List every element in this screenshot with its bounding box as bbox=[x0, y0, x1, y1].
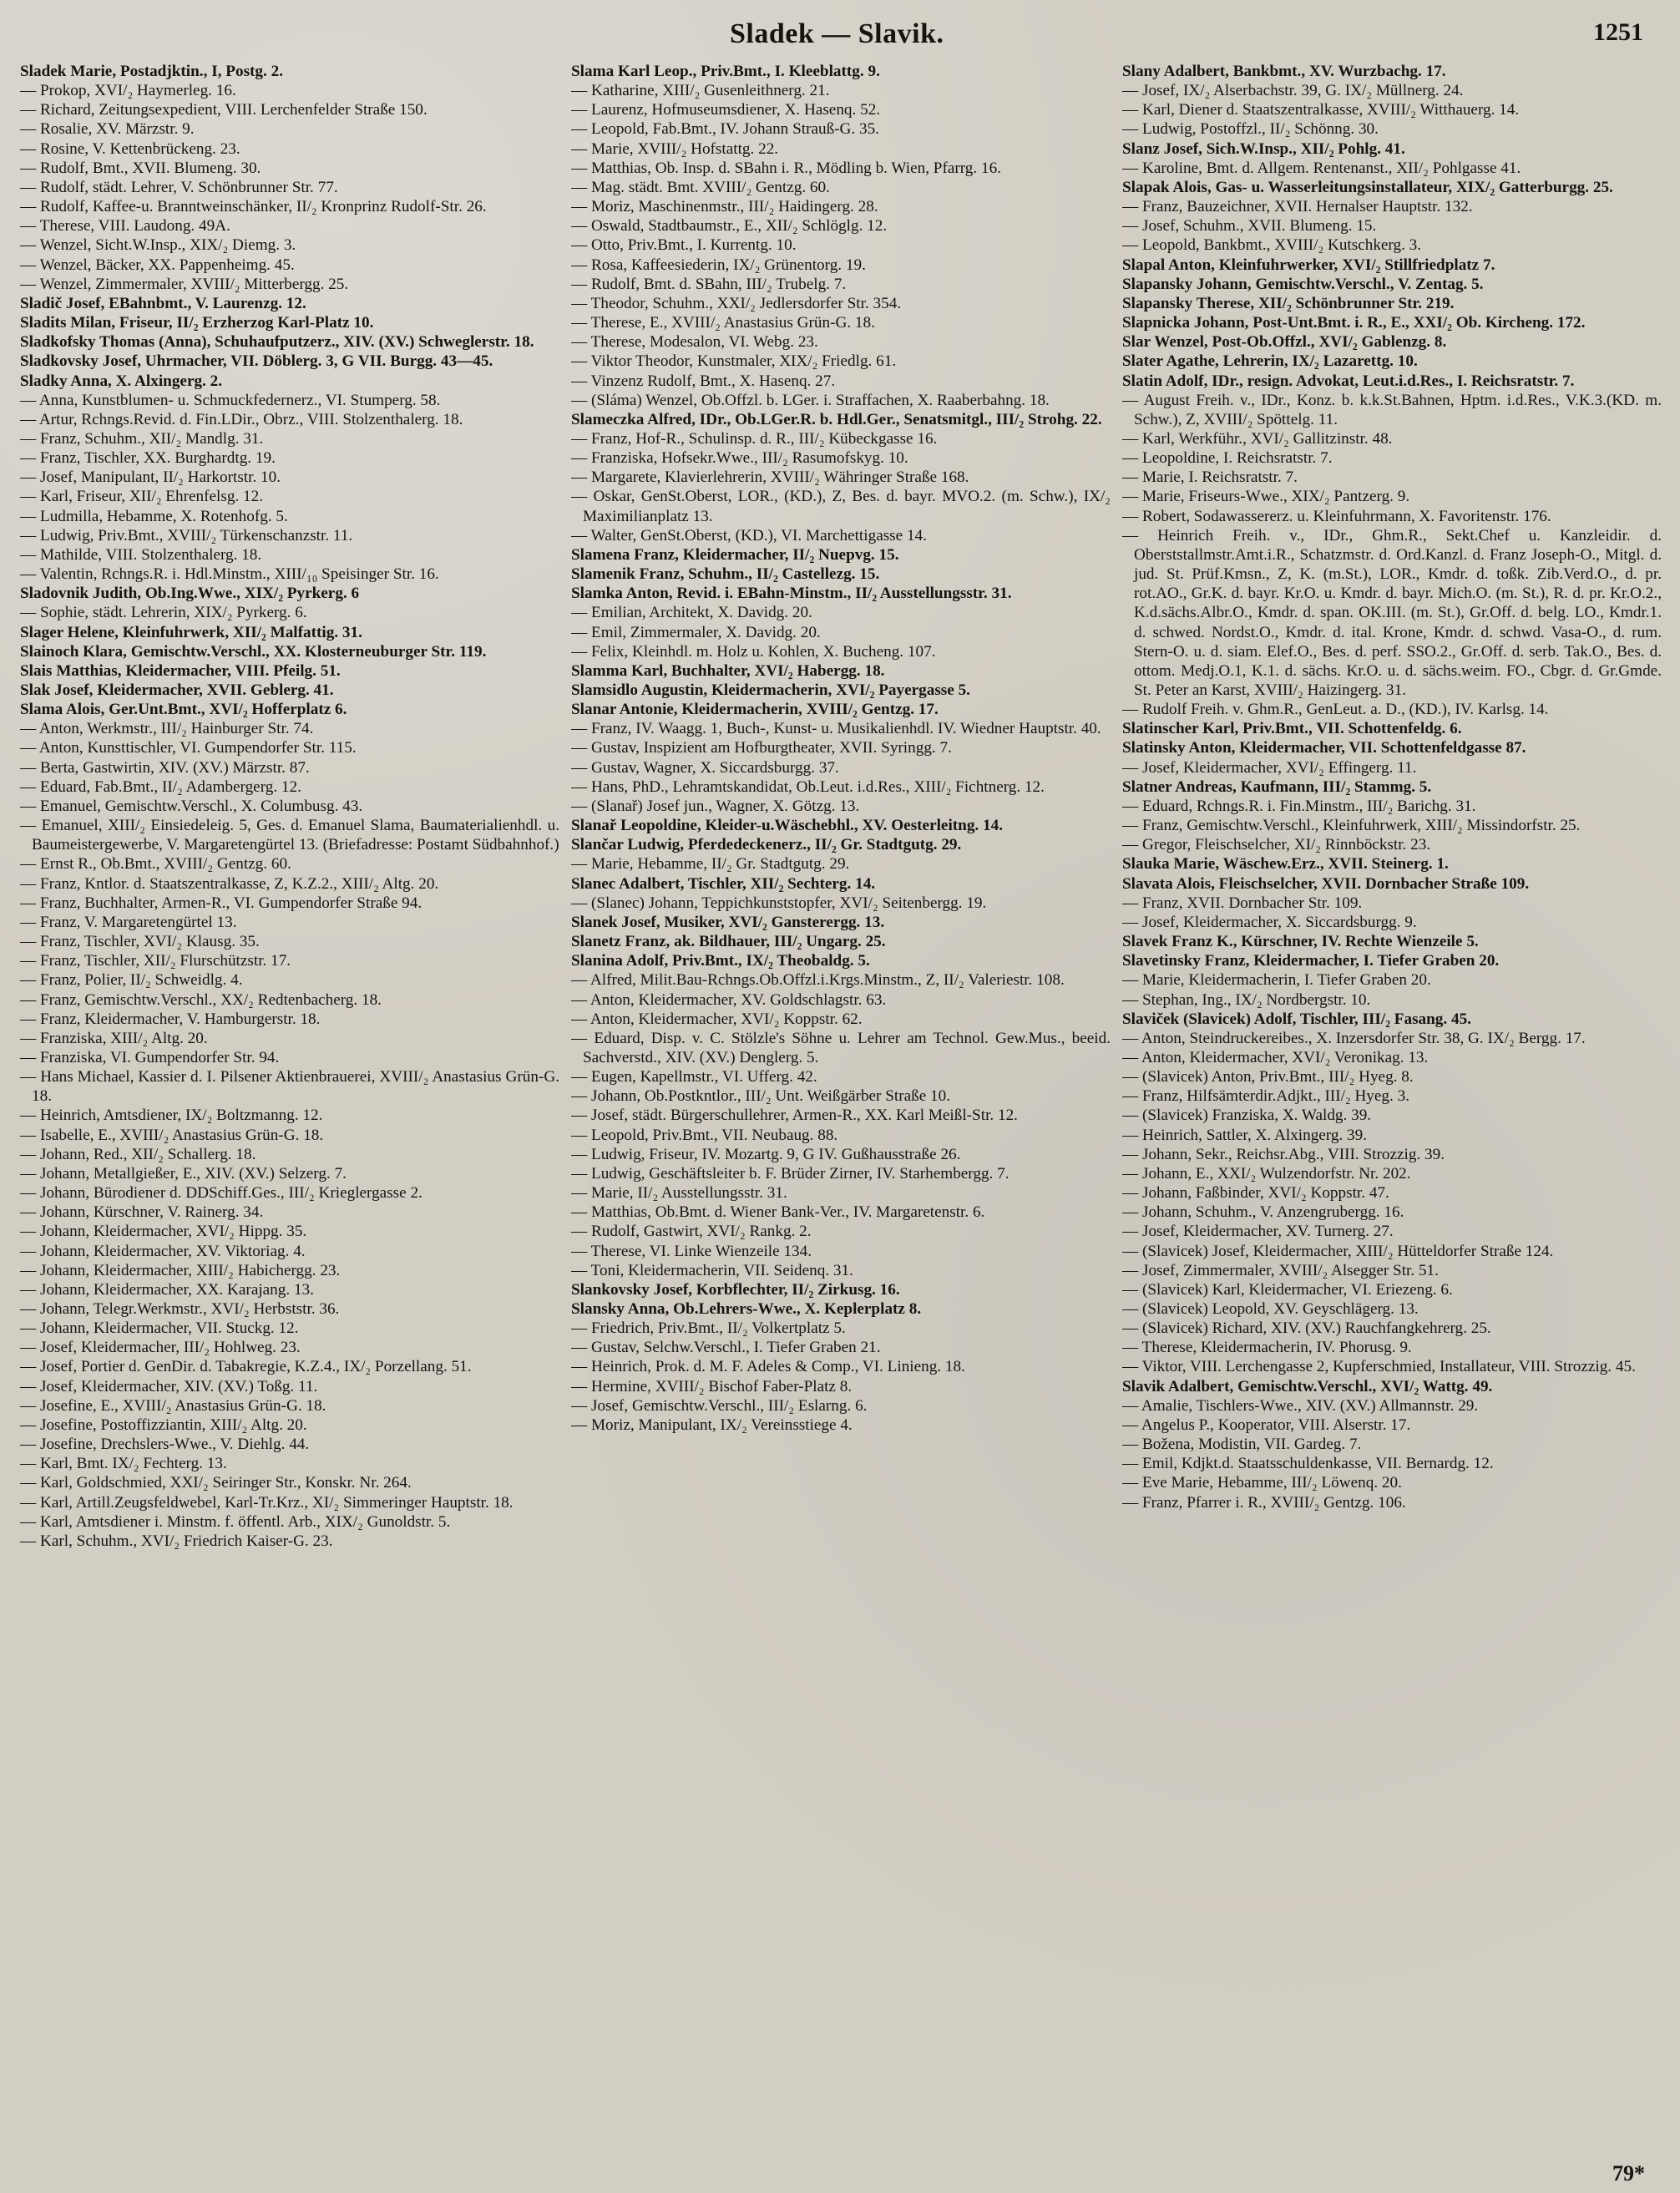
directory-entry: — Moriz, Manipulant, IX/₂ Vereinsstiege 4. bbox=[571, 1416, 853, 1434]
directory-entry: Slatin Adolf, IDr., resign. Advokat, Leut.i.d.Res., I. Reichsratstr. 7. bbox=[1122, 372, 1575, 390]
directory-entry: — Emanuel, XIII/₂ Einsiedeleig. 5, Ges. d. Emanuel Slama, Baumaterialienhdl. u. Baumeistergewerbe, V. Margaretengürtel 13. (Briefadresse: Postamt Südbahnhof.) bbox=[20, 817, 559, 854]
directory-entry: — Karoline, Bmt. d. Allgem. Rentenanst., XII/₂ Pohlgasse 41. bbox=[1122, 159, 1521, 177]
directory-entry: Slanec Adalbert, Tischler, XII/₂ Sechterg. 14. bbox=[571, 874, 876, 893]
directory-entry: Slanar Antonie, Kleidermacherin, XVIII/₂ Gentzg. 17. bbox=[571, 701, 939, 719]
directory-entry: — Marie, XVIII/₂ Hofstattg. 22. bbox=[571, 139, 779, 158]
directory-entry: — Johann, Kleidermacher, XIII/₂ Habichergg. 23. bbox=[20, 1261, 341, 1279]
directory-entry: — Rosine, V. Kettenbrückeng. 23. bbox=[20, 139, 240, 158]
directory-entry: — Heinrich, Sattler, X. Alxingerg. 39. bbox=[1122, 1126, 1368, 1144]
directory-entry: — (Slavicek) Franziska, X. Waldg. 39. bbox=[1122, 1107, 1372, 1125]
directory-entry: Sladky Anna, X. Alxingerg. 2. bbox=[20, 372, 223, 390]
directory-entry: — Josef, Portier d. GenDir. d. Tabakregie, K.Z.4., IX/₂ Porzellang. 51. bbox=[20, 1358, 472, 1376]
directory-entry: — Laurenz, Hofmuseumsdiener, X. Hasenq. 52. bbox=[571, 101, 881, 119]
directory-entry: — August Freih. v., IDr., Konz. b. k.k.St.Bahnen, Hptm. i.d.Res., V.K.3.(KD. m. Schw.), Z, XVIII/₂ Spöttelg. 11. bbox=[1122, 391, 1662, 428]
directory-entry: Slany Adalbert, Bankbmt., XV. Wurzbachg. 17. bbox=[1122, 63, 1446, 80]
directory-entry: — Franz, Kleidermacher, V. Hamburgerstr. 18. bbox=[20, 1010, 321, 1028]
directory-entry: — Johann, Telegr.Werkmstr., XVI/₂ Herbststr. 36. bbox=[20, 1300, 340, 1318]
directory-entry: Slapansky Johann, Gemischtw.Verschl., V. Zentag. 5. bbox=[1122, 275, 1484, 293]
directory-entry: — Artur, Rchngs.Revid. d. Fin.LDir., Obrz., VIII. Stolzenthalerg. 18. bbox=[20, 410, 463, 428]
directory-entry: — Emanuel, Gemischtw.Verschl., X. Columbusg. 43. bbox=[20, 797, 363, 815]
directory-entry: Slatner Andreas, Kaufmann, III/₂ Stammg. 5. bbox=[1122, 777, 1432, 796]
directory-entry: Slanz Josef, Sich.W.Insp., XII/₂ Pohlg. 41. bbox=[1122, 139, 1405, 158]
directory-entry: — Franz, Polier, II/₂ Schweidlg. 4. bbox=[20, 971, 243, 990]
directory-entry: — Marie, Friseurs-Wwe., XIX/₂ Pantzerg. 9. bbox=[1122, 488, 1410, 506]
directory-entry: — Rudolf, städt. Lehrer, V. Schönbrunner Str. 77. bbox=[20, 178, 338, 196]
directory-entry: — Franziska, XIII/₂ Altg. 20. bbox=[20, 1029, 208, 1047]
directory-entry: Slama Karl Leop., Priv.Bmt., I. Kleeblattg. 9. bbox=[571, 63, 880, 80]
directory-entry: — Johann, Ob.Postkntlor., III/₂ Unt. Weißgärber Straße 10. bbox=[571, 1087, 951, 1106]
directory-entry: — Hans, PhD., Lehramtskandidat, Ob.Leut. i.d.Res., XIII/₂ Fichtnerg. 12. bbox=[571, 777, 1045, 796]
directory-entry: — (Slavicek) Richard, XIV. (XV.) Rauchfangkehrerg. 25. bbox=[1122, 1319, 1491, 1338]
directory-entry: — Eduard, Disp. v. C. Stölzle's Söhne u. Lehrer am Technol. Gew.Mus., beeid. Sachverstd., XIV. (XV.) Denglerg. 5. bbox=[571, 1029, 1111, 1066]
middle-column-entries bbox=[571, 62, 1111, 1435]
directory-entry: Slamma Karl, Buchhalter, XVI/₂ Habergg. 18. bbox=[571, 661, 885, 680]
directory-entry: Slar Wenzel, Post-Ob.Offzl., XVI/₂ Gablenzg. 8. bbox=[1122, 333, 1447, 352]
directory-entry: — Ludwig, Priv.Bmt., XVIII/₂ Türkenschanzstr. 11. bbox=[20, 526, 353, 544]
directory-entry: Slavetinsky Franz, Kleidermacher, I. Tiefer Graben 20. bbox=[1122, 952, 1500, 970]
directory-entry: — Johann, Sekr., Reichsr.Abg., VIII. Strozzig. 39. bbox=[1122, 1145, 1445, 1163]
left-column-entries bbox=[20, 62, 559, 1551]
directory-entry: — Gustav, Inspizient am Hofburgtheater, XVII. Syringg. 7. bbox=[571, 739, 952, 757]
directory-entry: — Karl, Friseur, XII/₂ Ehrenfelsg. 12. bbox=[20, 488, 263, 506]
directory-entry: Slager Helene, Kleinfuhrwerk, XII/₂ Malfattig. 31. bbox=[20, 623, 362, 641]
directory-entry: — Eugen, Kapellmstr., VI. Ufferg. 42. bbox=[571, 1068, 817, 1086]
directory-entry: — Eduard, Fab.Bmt., II/₂ Adambergerg. 12. bbox=[20, 777, 301, 796]
directory-entry: — Marie, Kleidermacherin, I. Tiefer Graben 20. bbox=[1122, 971, 1431, 990]
directory-entry: — Josefine, Drechslers-Wwe., V. Diehlg. 44. bbox=[20, 1436, 310, 1454]
directory-entry: Slančar Ludwig, Pferdedeckenerz., II/₂ Gr. Stadtgutg. 29. bbox=[571, 836, 962, 854]
directory-entry: — Josef, Kleidermacher, III/₂ Hohlweg. 23. bbox=[20, 1339, 301, 1357]
directory-entry: — Karl, Artill.Zeugsfeldwebel, Karl-Tr.Krz., XI/₂ Simmeringer Hauptstr. 18. bbox=[20, 1493, 514, 1512]
directory-entry: — Ludwig, Friseur, IV. Mozartg. 9, G IV. Gußhausstraße 26. bbox=[571, 1145, 961, 1163]
directory-entry: — Johann, Kürschner, V. Rainerg. 34. bbox=[20, 1203, 264, 1222]
directory-entry: — Franz, V. Margaretengürtel 13. bbox=[20, 913, 237, 931]
directory-columns bbox=[20, 62, 1660, 2158]
directory-entry: — Franz, Tischler, XII/₂ Flurschützstr. 17. bbox=[20, 952, 291, 970]
directory-entry: — Franz, IV. Waagg. 1, Buch-, Kunst- u. Musikalienhdl. IV. Wiedner Hauptstr. 40. bbox=[571, 720, 1101, 738]
middle-column bbox=[571, 62, 1116, 2158]
directory-entry: — Anton, Werkmstr., III/₂ Hainburger Str. 74. bbox=[20, 720, 314, 738]
directory-entry: — (Slavicek) Karl, Kleidermacher, VI. Eriezeng. 6. bbox=[1122, 1280, 1453, 1299]
directory-entry: — Karl, Werkführ., XVI/₂ Gallitzinstr. 48. bbox=[1122, 429, 1393, 448]
directory-entry: — Josef, städt. Bürgerschullehrer, Armen-R., XX. Karl Meißl-Str. 12. bbox=[571, 1107, 1018, 1125]
directory-entry: — Karl, Goldschmied, XXI/₂ Seiringer Str., Konskr. Nr. 264. bbox=[20, 1474, 412, 1492]
directory-entry: — (Slanec) Johann, Teppichkunststopfer, XVI/₂ Seitenbergg. 19. bbox=[571, 894, 987, 912]
page-number: 1251 bbox=[1593, 18, 1643, 46]
directory-entry: — Josef, Kleidermacher, XV. Turnerg. 27. bbox=[1122, 1223, 1394, 1241]
directory-entry: — Prokop, XVI/₂ Haymerleg. 16. bbox=[20, 82, 236, 100]
directory-entry: — Anton, Kleidermacher, XVI/₂ Veronikag. 13. bbox=[1122, 1048, 1429, 1066]
directory-entry: Slauka Marie, Wäschew.Erz., XVII. Steinerg. 1. bbox=[1122, 855, 1449, 874]
directory-entry: — Therese, E., XVIII/₂ Anastasius Grün-G. 18. bbox=[571, 314, 875, 332]
directory-entry: — Leopoldine, I. Reichsratstr. 7. bbox=[1122, 449, 1333, 468]
directory-entry: — Johann, Kleidermacher, XVI/₂ Hippg. 35. bbox=[20, 1223, 307, 1241]
directory-entry: Slamka Anton, Revid. i. EBahn-Minstm., II/₂ Ausstellungsstr. 31. bbox=[571, 585, 1012, 603]
directory-entry: Slapal Anton, Kleinfuhrwerker, XVI/₂ Stillfriedplatz 7. bbox=[1122, 256, 1495, 274]
directory-entry: — Emil, Zimmermaler, X. Davidg. 20. bbox=[571, 623, 821, 641]
directory-entry: — Johann, E., XXI/₂ Wulzendorfstr. Nr. 202. bbox=[1122, 1164, 1411, 1183]
directory-entry: — Therese, VI. Linke Wienzeile 134. bbox=[571, 1242, 812, 1260]
right-column-entries bbox=[1122, 62, 1662, 1512]
directory-entry: — Anton, Kleidermacher, XVI/₂ Koppstr. 62. bbox=[571, 1010, 863, 1028]
directory-entry: — Otto, Priv.Bmt., I. Kurrentg. 10. bbox=[571, 236, 797, 255]
directory-entry: — Stephan, Ing., IX/₂ Nordbergstr. 10. bbox=[1122, 990, 1371, 1009]
directory-entry: Slanař Leopoldine, Kleider-u.Wäschebhl., XV. Oesterleitng. 14. bbox=[571, 817, 1004, 835]
directory-entry: — Friedrich, Priv.Bmt., II/₂ Volkertplatz 5. bbox=[571, 1319, 846, 1338]
directory-entry: — Karl, Diener d. Staatszentralkasse, XVIII/₂ Witthauerg. 14. bbox=[1122, 101, 1520, 119]
directory-entry: — Franz, Tischler, XVI/₂ Klausg. 35. bbox=[20, 933, 260, 951]
directory-entry: — Josef, Kleidermacher, XIV. (XV.) Toßg. 11. bbox=[20, 1377, 318, 1395]
directory-entry: — Rosa, Kaffeesiederin, IX/₂ Grünentorg. 19. bbox=[571, 256, 866, 274]
directory-entry: — Franz, Hilfsämterdir.Adjkt., III/₂ Hyeg. 3. bbox=[1122, 1087, 1409, 1106]
directory-entry: — Marie, II/₂ Ausstellungsstr. 31. bbox=[571, 1184, 787, 1203]
directory-entry: — Valentin, Rchngs.R. i. Hdl.Minstm., XIII/₁₀ Speisinger Str. 16. bbox=[20, 565, 439, 584]
directory-entry: — Franz, Tischler, XX. Burghardtg. 19. bbox=[20, 449, 276, 468]
directory-entry: — Walter, GenSt.Oberst, (KD.), VI. Marchettigasse 14. bbox=[571, 526, 927, 544]
directory-entry: — Eve Marie, Hebamme, III/₂ Löwenq. 20. bbox=[1122, 1474, 1402, 1492]
directory-entry: — Ernst R., Ob.Bmt., XVIII/₂ Gentzg. 60. bbox=[20, 855, 291, 874]
directory-entry: — Franz, Hof-R., Schulinsp. d. R., III/₂ Kübeckgasse 16. bbox=[571, 429, 938, 448]
directory-entry: — Ludwig, Postoffzl., II/₂ Schönng. 30. bbox=[1122, 120, 1379, 139]
directory-entry: Slankovsky Josef, Korbflechter, II/₂ Zirkusg. 16. bbox=[571, 1280, 900, 1299]
directory-entry: — Franziska, VI. Gumpendorfer Str. 94. bbox=[20, 1048, 280, 1066]
directory-entry: — Rudolf, Kaffee-u. Branntweinschänker, II/₂ Kronprinz Rudolf-Str. 26. bbox=[20, 198, 487, 216]
directory-entry: — Franz, XVII. Dornbacher Str. 109. bbox=[1122, 894, 1363, 912]
directory-entry: Slanina Adolf, Priv.Bmt., IX/₂ Theobaldg. 5. bbox=[571, 952, 870, 970]
directory-entry: — Josefine, E., XVIII/₂ Anastasius Grün-G. 18. bbox=[20, 1396, 326, 1415]
directory-entry: — Johann, Bürodiener d. DDSchiff.Ges., III/₂ Krieglergasse 2. bbox=[20, 1184, 423, 1203]
directory-entry: — Hans Michael, Kassier d. I. Pilsener Aktienbrauerei, XVIII/₂ Anastasius Grün-G. 18. bbox=[20, 1068, 559, 1106]
directory-entry: Slatinscher Karl, Priv.Bmt., VII. Schottenfeldg. 6. bbox=[1122, 720, 1462, 738]
directory-entry: — Emilian, Architekt, X. Davidg. 20. bbox=[571, 604, 812, 622]
directory-entry: — Berta, Gastwirtin, XIV. (XV.) Märzstr. 87. bbox=[20, 758, 310, 777]
directory-entry: — Josef, Kleidermacher, X. Siccardsburgg. 9. bbox=[1122, 913, 1417, 931]
directory-entry: — Anton, Kunsttischler, VI. Gumpendorfer Str. 115. bbox=[20, 739, 357, 757]
directory-entry: — Vinzenz Rudolf, Bmt., X. Hasenq. 27. bbox=[571, 372, 836, 390]
directory-entry: Slansky Anna, Ob.Lehrers-Wwe., X. Keplerplatz 8. bbox=[571, 1300, 922, 1318]
running-head: Sladek — Slavik. bbox=[730, 18, 944, 49]
directory-entry: — Viktor Theodor, Kunstmaler, XIX/₂ Friedlg. 61. bbox=[571, 352, 897, 371]
directory-entry: — Rudolf, Bmt. d. SBahn, III/₂ Trubelg. 7. bbox=[571, 275, 847, 293]
directory-entry: — Therese, VIII. Laudong. 49A. bbox=[20, 217, 230, 236]
directory-entry: — Franz, Gemischtw.Verschl., XX/₂ Redtenbacherg. 18. bbox=[20, 990, 382, 1009]
directory-entry: — Matthias, Ob.Bmt. d. Wiener Bank-Ver., IV. Margaretenstr. 6. bbox=[571, 1203, 985, 1222]
directory-entry: — Ludwig, Geschäftsleiter b. F. Brüder Zirner, IV. Starhembergg. 7. bbox=[571, 1164, 1010, 1183]
directory-entry: — (Sláma) Wenzel, Ob.Offzl. b. LGer. i. Straffachen, X. Raaberbahng. 18. bbox=[571, 391, 1050, 409]
left-column bbox=[20, 62, 564, 2158]
directory-entry: — Anton, Steindruckereibes., X. Inzersdorfer Str. 38, G. IX/₂ Bergg. 17. bbox=[1122, 1029, 1586, 1047]
directory-entry: — Karl, Schuhm., XVI/₂ Friedrich Kaiser-G. 23. bbox=[20, 1532, 333, 1550]
directory-entry: Slameczka Alfred, IDr., Ob.LGer.R. b. Hdl.Ger., Senatsmitgl., III/₂ Strohg. 22. bbox=[571, 410, 1102, 428]
directory-entry: — Therese, Modesalon, VI. Webg. 23. bbox=[571, 333, 818, 352]
directory-entry: Slanetz Franz, ak. Bildhauer, III/₂ Ungarg. 25. bbox=[571, 933, 886, 951]
directory-entry: — Johann, Schuhm., V. Anzengrubergg. 16. bbox=[1122, 1203, 1404, 1222]
directory-entry: — Isabelle, E., XVIII/₂ Anastasius Grün-G. 18. bbox=[20, 1126, 324, 1144]
directory-entry: — Theodor, Schuhm., XXI/₂ Jedlersdorfer Str. 354. bbox=[571, 294, 902, 312]
directory-entry: — Ludmilla, Hebamme, X. Rotenhofg. 5. bbox=[20, 507, 288, 525]
directory-entry: — Oskar, GenSt.Oberst, LOR., (KD.), Z, Bes. d. bayr. MVO.2. (m. Schw.), IX/₂ Maximilianplatz 13. bbox=[571, 488, 1111, 525]
directory-entry: — Alfred, Milit.Bau-Rchngs.Ob.Offzl.i.Krgs.Minstm., Z, II/₂ Valeriestr. 108. bbox=[571, 971, 1065, 990]
directory-entry: — Eduard, Rchngs.R. i. Fin.Minstm., III/₂ Barichg. 31. bbox=[1122, 797, 1476, 815]
directory-entry: Sladovnik Judith, Ob.Ing.Wwe., XIX/₂ Pyrkerg. 6 bbox=[20, 585, 360, 603]
directory-entry: — Franz, Bauzeichner, XVII. Hernalser Hauptstr. 132. bbox=[1122, 198, 1473, 216]
directory-entry: Slater Agathe, Lehrerin, IX/₂ Lazarettg. 10. bbox=[1122, 352, 1418, 371]
page-header bbox=[20, 15, 1658, 50]
directory-entry: — Anton, Kleidermacher, XV. Goldschlagstr. 63. bbox=[571, 990, 887, 1009]
directory-entry: — Leopold, Bankbmt., XVIII/₂ Kutschkerg. 3. bbox=[1122, 236, 1422, 255]
directory-entry: — Franziska, Hofsekr.Wwe., III/₂ Rasumofskyg. 10. bbox=[571, 449, 908, 468]
directory-entry: — Johann, Kleidermacher, XX. Karajang. 13. bbox=[20, 1280, 314, 1299]
directory-entry: — Margarete, Klavierlehrerin, XVIII/₂ Währinger Straße 168. bbox=[571, 468, 969, 487]
directory-entry: — Marie, I. Reichsratstr. 7. bbox=[1122, 468, 1298, 487]
directory-entry: — Emil, Kdjkt.d. Staatsschuldenkasse, VII. Bernardg. 12. bbox=[1122, 1455, 1494, 1473]
directory-entry: Slavik Adalbert, Gemischtw.Verschl., XVI/₂ Wattg. 49. bbox=[1122, 1377, 1493, 1395]
directory-entry: Slama Alois, Ger.Unt.Bmt., XVI/₂ Hofferplatz 6. bbox=[20, 701, 347, 719]
directory-entry: Slavata Alois, Fleischselcher, XVII. Dornbacher Straße 109. bbox=[1122, 874, 1530, 893]
directory-entry: — Gustav, Selchw.Verschl., I. Tiefer Graben 21. bbox=[571, 1339, 881, 1357]
directory-entry: — Josef, Schuhm., XVII. Blumeng. 15. bbox=[1122, 217, 1377, 236]
directory-entry: — Felix, Kleinhdl. m. Holz u. Kohlen, X. Bucheng. 107. bbox=[571, 642, 936, 661]
right-column bbox=[1122, 62, 1667, 2158]
directory-entry: — Rudolf, Bmt., XVII. Blumeng. 30. bbox=[20, 159, 261, 177]
directory-entry: — Richard, Zeitungsexpedient, VIII. Lerchenfelder Straße 150. bbox=[20, 101, 428, 119]
directory-entry: — Božena, Modistin, VII. Gardeg. 7. bbox=[1122, 1436, 1362, 1454]
directory-entry: — Moriz, Maschinenmstr., III/₂ Haidingerg. 28. bbox=[571, 198, 878, 216]
directory-entry: Slapak Alois, Gas- u. Wasserleitungsinstallateur, XIX/₂ Gatterburgg. 25. bbox=[1122, 178, 1613, 196]
directory-entry: — Franz, Pfarrer i. R., XVIII/₂ Gentzg. 106. bbox=[1122, 1493, 1406, 1512]
directory-entry: — Viktor, VIII. Lerchengasse 2, Kupferschmied, Installateur, VIII. Strozzig. 45. bbox=[1122, 1358, 1636, 1376]
directory-entry: — Leopold, Fab.Bmt., IV. Johann Strauß-G. 35. bbox=[571, 120, 879, 139]
directory-entry: Slamenik Franz, Schuhm., II/₂ Castellezg. 15. bbox=[571, 565, 880, 584]
directory-entry: — Johann, Faßbinder, XVI/₂ Koppstr. 47. bbox=[1122, 1184, 1389, 1203]
directory-entry: — Heinrich, Prok. d. M. F. Adeles & Comp., VI. Linieng. 18. bbox=[571, 1358, 965, 1376]
directory-entry: — Oswald, Stadtbaumstr., E., XII/₂ Schlöglg. 12. bbox=[571, 217, 888, 236]
directory-entry: — Mag. städt. Bmt. XVIII/₂ Gentzg. 60. bbox=[571, 178, 830, 196]
directory-entry: Slak Josef, Kleidermacher, XVII. Geblerg. 41. bbox=[20, 681, 334, 699]
directory-entry: Sladič Josef, EBahnbmt., V. Laurenzg. 12. bbox=[20, 294, 306, 312]
directory-entry: — Hermine, XVIII/₂ Bischof Faber-Platz 8. bbox=[571, 1377, 853, 1395]
directory-entry: Slavek Franz K., Kürschner, IV. Rechte Wienzeile 5. bbox=[1122, 933, 1479, 951]
directory-entry: — Anna, Kunstblumen- u. Schmuckfedernerz., VI. Stumperg. 58. bbox=[20, 391, 441, 409]
directory-entry: Sladkofsky Thomas (Anna), Schuhaufputzerz., XIV. (XV.) Schweglerstr. 18. bbox=[20, 333, 534, 352]
directory-entry: — (Slanař) Josef jun., Wagner, X. Götzg. 13. bbox=[571, 797, 860, 815]
directory-entry: — Josefine, Postoffizziantin, XIII/₂ Altg. 20. bbox=[20, 1416, 307, 1434]
directory-entry: — Leopold, Priv.Bmt., VII. Neubaug. 88. bbox=[571, 1126, 838, 1144]
directory-entry: — Franz, Buchhalter, Armen-R., VI. Gumpendorfer Straße 94. bbox=[20, 894, 423, 912]
directory-entry: — Toni, Kleidermacherin, VII. Seidenq. 31. bbox=[571, 1261, 853, 1279]
directory-entry: Slainoch Klara, Gemischtw.Verschl., XX. Klosterneuburger Str. 119. bbox=[20, 642, 487, 661]
directory-entry: — Gustav, Wagner, X. Siccardsburgg. 37. bbox=[571, 758, 839, 777]
directory-entry: — (Slavicek) Leopold, XV. Geyschlägerg. 13. bbox=[1122, 1300, 1419, 1318]
directory-entry: — Heinrich Freih. v., IDr., Ghm.R., Sekt.Chef u. Kanzleidir. d. Oberststallmstr.Amt.i.R., Schatzmstr. d. Ord.Kanzl. d. Franz Joseph-O., Mitgl. d. jud. St. Prüf.Kmsn., Z, K. (m.St.), LOR., Kmdr. d. toßk. Zib.Verd.O., d. pr. rot.AO., Gr.K. d. bayr. Kr.O. u. Kmdr. d. bayr. Mich.O. (m. St.), R. d. pr. Kr.O.2., K.d.sächs.Albr.O., Kmdr. d. span. OK.III. (m. St.), Gr.Off. d. belg. LO., Kmdr.1. d. schwed. Nordst.O., Kmdr. d. ital. Krone, Kmdr. d. schwd. Vasa-O., d. rum. Stern-O. u. d. siam. Elef.O., Bes. d. perf. SSO.2., Gr.Off. d. serb. Tak.O., Bes. d. ottom. Medj.O.1, K.1. d. sächs. Kr.O. u. d. sächs.weim. FO., Cbgr. d. Gr.Gmde. St. Peter an Karst, XVIII/₂ Haizingerg. 31. bbox=[1122, 526, 1662, 699]
directory-entry: — Karl, Amtsdiener i. Minstm. f. öffentl. Arb., XIX/₂ Gunoldstr. 5. bbox=[20, 1512, 451, 1531]
directory-entry: Slapnicka Johann, Post-Unt.Bmt. i. R., E., XXI/₂ Ob. Kircheng. 172. bbox=[1122, 314, 1586, 332]
directory-entry: Sladkovsky Josef, Uhrmacher, VII. Döblerg. 3, G VII. Burgg. 43—45. bbox=[20, 352, 493, 371]
directory-entry: Slapansky Therese, XII/₂ Schönbrunner Str. 219. bbox=[1122, 294, 1455, 312]
directory-entry: — Mathilde, VIII. Stolzenthalerg. 18. bbox=[20, 545, 262, 564]
directory-entry: — Josef, Kleidermacher, XVI/₂ Effingerg. 11. bbox=[1122, 758, 1417, 777]
directory-entry: — Matthias, Ob. Insp. d. SBahn i. R., Mödling b. Wien, Pfarrg. 16. bbox=[571, 159, 1001, 177]
directory-entry: Slais Matthias, Kleidermacher, VIII. Pfeilg. 51. bbox=[20, 661, 341, 680]
directory-entry: — Katharine, XIII/₂ Gusenleithnerg. 21. bbox=[571, 82, 830, 100]
directory-entry: — Johann, Kleidermacher, XV. Viktoriag. 4. bbox=[20, 1242, 306, 1260]
directory-entry: — Johann, Kleidermacher, VII. Stuckg. 12. bbox=[20, 1319, 299, 1338]
directory-entry: — Franz, Schuhm., XII/₂ Mandlg. 31. bbox=[20, 429, 264, 448]
directory-entry: Slaviček (Slavicek) Adolf, Tischler, III/₂ Fasang. 45. bbox=[1122, 1010, 1471, 1028]
directory-entry: — Johann, Red., XII/₂ Schallerg. 18. bbox=[20, 1145, 256, 1163]
directory-entry: — Josef, Zimmermaler, XVIII/₂ Alsegger Str. 51. bbox=[1122, 1261, 1439, 1279]
directory-entry: — Karl, Bmt. IX/₂ Fechterg. 13. bbox=[20, 1455, 227, 1473]
directory-entry: — Johann, Metallgießer, E., XIV. (XV.) Selzerg. 7. bbox=[20, 1164, 347, 1183]
directory-entry: — (Slavicek) Josef, Kleidermacher, XIII/₂ Hütteldorfer Straße 124. bbox=[1122, 1242, 1554, 1260]
directory-entry: — Franz, Gemischtw.Verschl., Kleinfuhrwerk, XIII/₂ Missindorfstr. 25. bbox=[1122, 817, 1581, 835]
directory-entry: — Heinrich, Amtsdiener, IX/₂ Boltzmanng. 12. bbox=[20, 1107, 323, 1125]
directory-entry: Slanek Josef, Musiker, XVI/₂ Gansterergg. 13. bbox=[571, 913, 885, 931]
directory-entry: — Wenzel, Sicht.W.Insp., XIX/₂ Diemg. 3. bbox=[20, 236, 296, 255]
directory-entry: Sladek Marie, Postadjktin., I, Postg. 2. bbox=[20, 63, 284, 80]
directory-entry: Sladits Milan, Friseur, II/₂ Erzherzog Karl-Platz 10. bbox=[20, 314, 374, 332]
directory-entry: — Josef, IX/₂ Alserbachstr. 39, G. IX/₂ Müllnerg. 24. bbox=[1122, 82, 1464, 100]
directory-entry: — Gregor, Fleischselcher, XI/₂ Rinnböckstr. 23. bbox=[1122, 836, 1431, 854]
directory-entry: — Amalie, Tischlers-Wwe., XIV. (XV.) Allmannstr. 29. bbox=[1122, 1396, 1479, 1415]
directory-entry: Slamsidlo Augustin, Kleidermacherin, XVI/₂ Payergasse 5. bbox=[571, 681, 970, 699]
directory-entry: — Therese, Kleidermacherin, IV. Phorusg. 9. bbox=[1122, 1339, 1412, 1357]
directory-entry: — Josef, Manipulant, II/₂ Harkortstr. 10. bbox=[20, 468, 281, 487]
directory-entry: — Franz, Kntlor. d. Staatszentralkasse, Z, K.Z.2., XIII/₂ Altg. 20. bbox=[20, 874, 439, 893]
directory-entry: — Josef, Gemischtw.Verschl., III/₂ Eslarng. 6. bbox=[571, 1396, 868, 1415]
directory-entry: — Wenzel, Bäcker, XX. Pappenheimg. 45. bbox=[20, 256, 295, 274]
directory-entry: Slatinsky Anton, Kleidermacher, VII. Schottenfeldgasse 87. bbox=[1122, 739, 1526, 757]
directory-entry: Slamena Franz, Kleidermacher, II/₂ Nuepvg. 15. bbox=[571, 545, 899, 564]
directory-entry: — Robert, Sodawassererz. u. Kleinfuhrmann, X. Favoritenstr. 176. bbox=[1122, 507, 1551, 525]
footer-mark: 79* bbox=[1612, 2161, 1645, 2185]
directory-entry: — Rudolf, Gastwirt, XVI/₂ Rankg. 2. bbox=[571, 1223, 812, 1241]
directory-entry: — Marie, Hebamme, II/₂ Gr. Stadtgutg. 29. bbox=[571, 855, 850, 874]
directory-entry: — Rosalie, XV. Märzstr. 9. bbox=[20, 120, 195, 139]
directory-entry: — Angelus P., Kooperator, VIII. Alserstr. 17. bbox=[1122, 1416, 1411, 1434]
directory-entry: — Wenzel, Zimmermaler, XVIII/₂ Mitterbergg. 25. bbox=[20, 275, 349, 293]
directory-entry: — (Slavicek) Anton, Priv.Bmt., III/₂ Hyeg. 8. bbox=[1122, 1068, 1414, 1086]
directory-entry: — Rudolf Freih. v. Ghm.R., GenLeut. a. D., (KD.), IV. Karlsg. 14. bbox=[1122, 701, 1549, 719]
directory-entry: — Sophie, städt. Lehrerin, XIX/₂ Pyrkerg. 6. bbox=[20, 604, 307, 622]
